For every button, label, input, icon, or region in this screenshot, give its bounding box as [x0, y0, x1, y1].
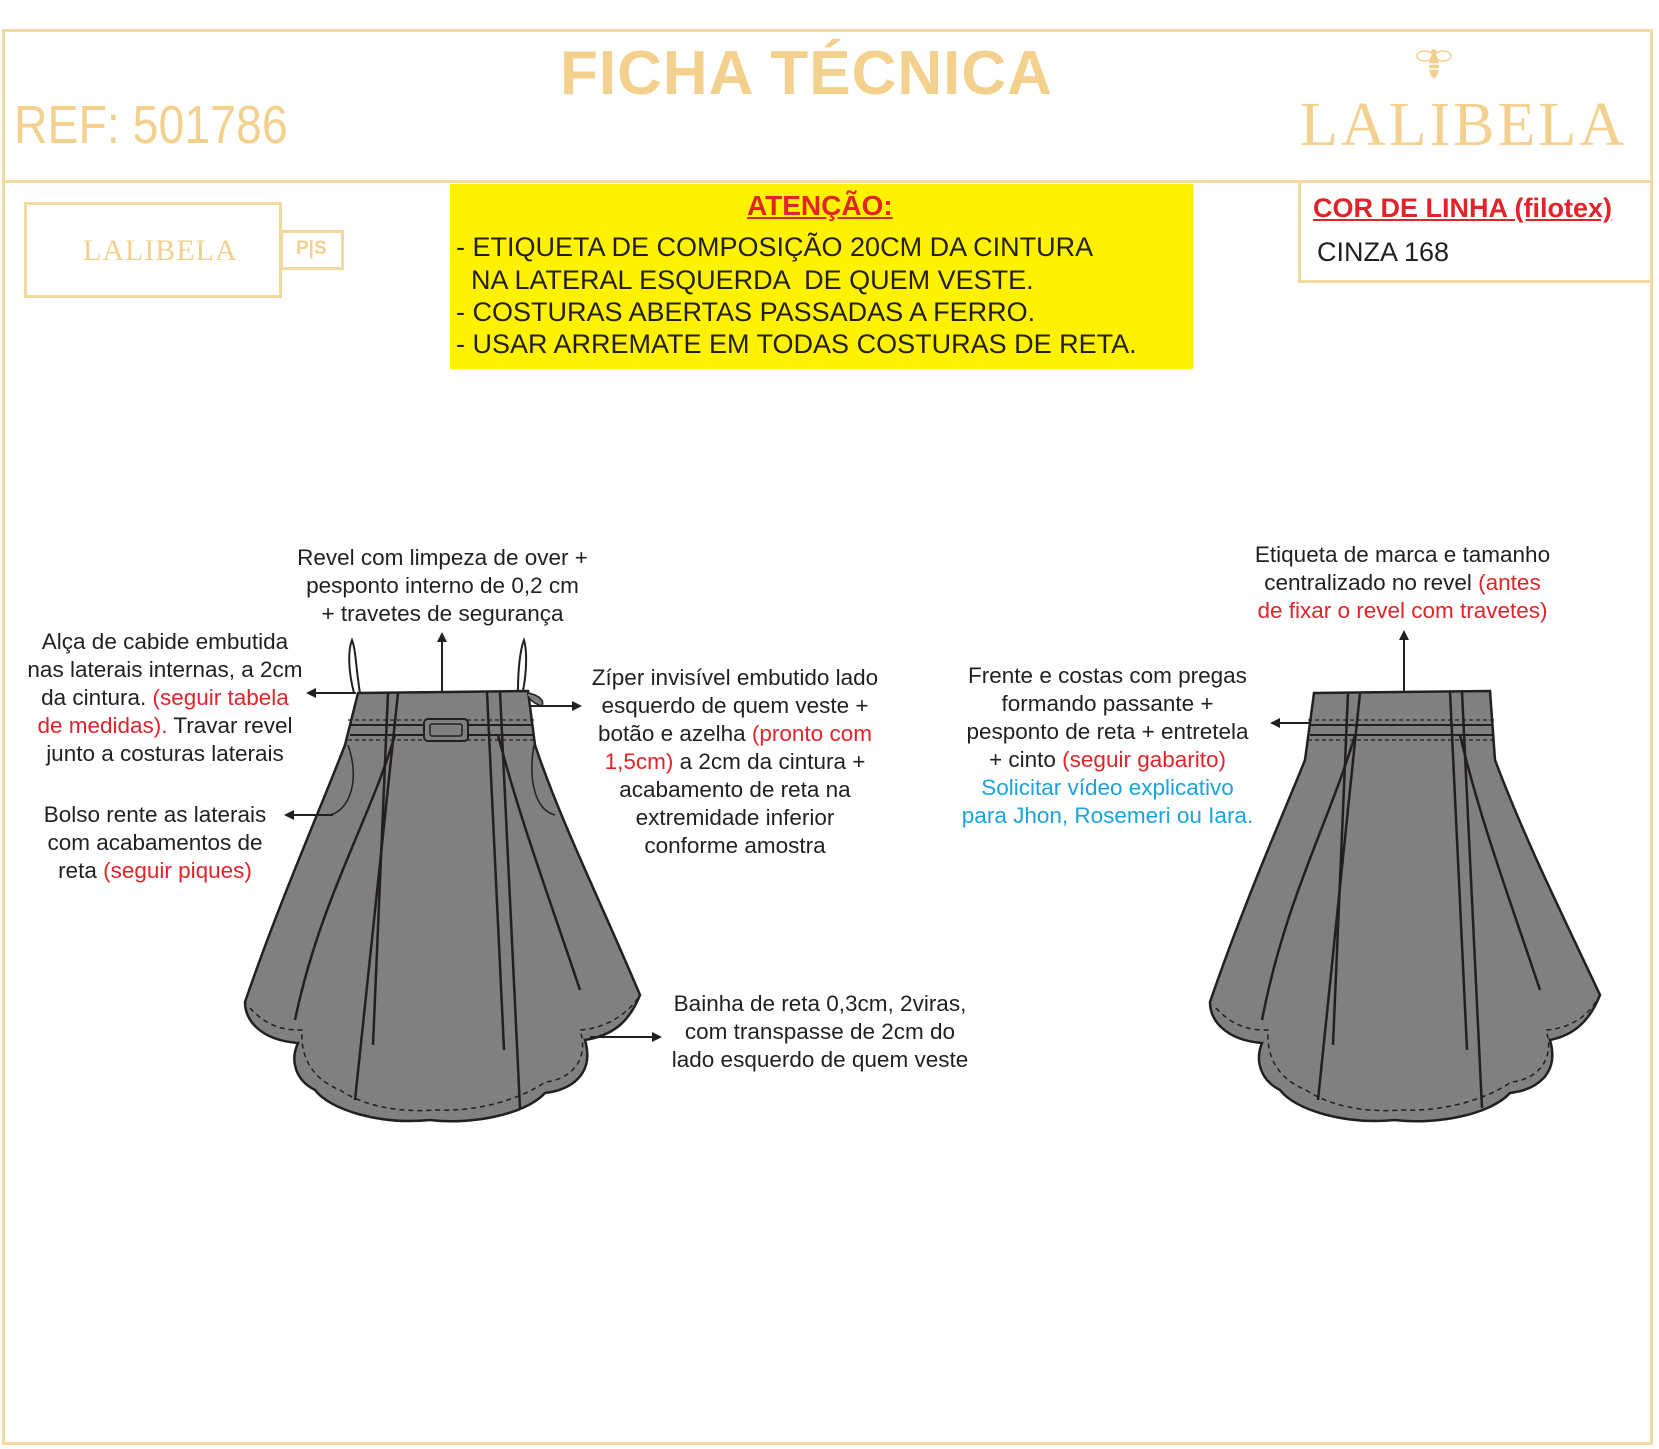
note-bolso: Bolso rente as laterais com acabamentos de reta (seguir piques) [43, 802, 267, 883]
note-ziper: Zíper invisível embutido lado esquerdo de quem veste + botão e azelha (pronto com 1,5cm) a 2cm da cintura + acabamento de reta na extremidade inferior conforme amostra [591, 665, 879, 858]
reference-number: REF: 501786 [14, 95, 288, 155]
note-pregas: Frente e costas com pregas formando passante + pesponto de reta + entretela + cinto (seguir gabarito) Solicitar vídeo explicativo para Jhon, Rosemeri ou Iara. [961, 663, 1254, 828]
thread-color-value: CINZA 168 [1317, 237, 1450, 267]
thread-color-title: COR DE LINHA (filotex) [1313, 193, 1612, 223]
attention-line: NA LATERAL ESQUERDA DE QUEM VESTE. [456, 265, 1034, 295]
note-alca: Alça de cabide embutida nas laterais internas, a 2cm da cintura. (seguir tabela de medidas). Travar revel junto a costuras laterais [27, 629, 303, 766]
attention-line: - USAR ARREMATE EM TODAS COSTURAS DE RETA. [456, 329, 1137, 359]
size-tag-text: P|S [296, 238, 327, 259]
attention-line: - ETIQUETA DE COMPOSIÇÃO 20CM DA CINTURA [456, 232, 1094, 262]
page-title: FICHA TÉCNICA [560, 39, 1053, 108]
note-bainha: Bainha de reta 0,3cm, 2viras, com transpasse de 2cm do lado esquerdo de quem veste [671, 991, 969, 1072]
note-etiqueta: Etiqueta de marca e tamanho centralizado no revel (antes de fixar o revel com travetes) [1254, 542, 1551, 623]
attention-line: - COSTURAS ABERTAS PASSADAS A FERRO. [456, 297, 1036, 327]
attention-title: ATENÇÃO: [747, 190, 893, 221]
label-brand: LALIBELA [83, 234, 238, 267]
note-revel: Revel com limpeza de over + pesponto interno de 0,2 cm + travetes de segurança [297, 545, 588, 626]
brand-logo: LALIBELA [1300, 91, 1628, 159]
